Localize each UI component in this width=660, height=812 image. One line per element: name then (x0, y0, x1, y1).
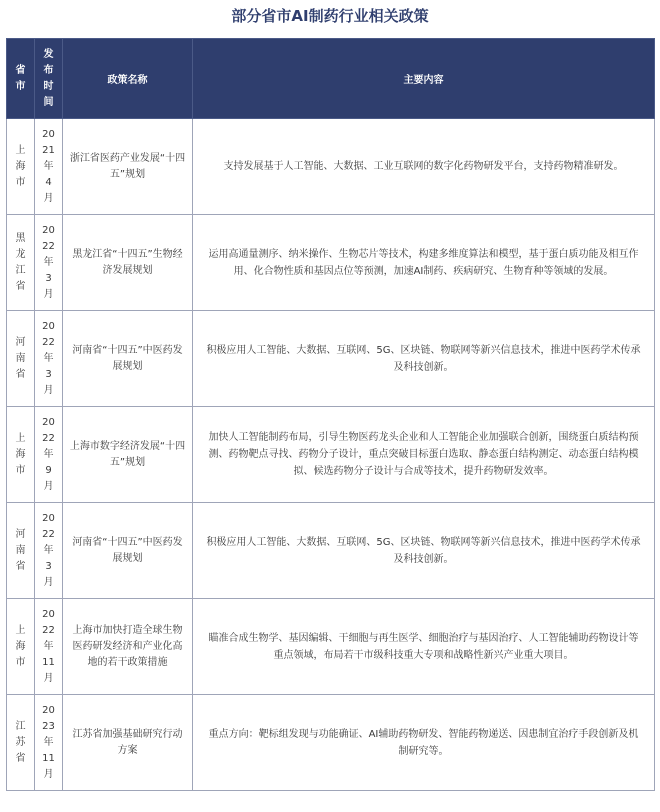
cell-policy: 河南省“十四五”中医药发展规划 (63, 503, 193, 599)
cell-policy: 上海市加快打造全球生物医药研发经济和产业化高地的若干政策措施 (63, 599, 193, 695)
cell-province: 河南省 (7, 503, 35, 599)
cell-province: 上海市 (7, 119, 35, 215)
cell-content: 积极应用人工智能、大数据、互联网、5G、区块链、物联网等新兴信息技术，推进中医药学术传承及科技创新。 (193, 503, 655, 599)
header-content: 主要内容 (193, 39, 655, 119)
cell-content: 积极应用人工智能、大数据、互联网、5G、区块链、物联网等新兴信息技术，推进中医药学术传承及科技创新。 (193, 311, 655, 407)
cell-date: 2022年3月 (35, 311, 63, 407)
table-header-row (7, 39, 655, 119)
cell-policy: 江苏省加强基础研究行动方案 (63, 695, 193, 791)
cell-date: 2021年4月 (35, 119, 63, 215)
cell-province: 上海市 (7, 407, 35, 503)
cell-content: 支持发展基于人工智能、大数据、工业互联网的数字化药物研发平台，支持药物精准研发。 (193, 119, 655, 215)
cell-content: 瞄准合成生物学、基因编辑、干细胞与再生医学、细胞治疗与基因治疗、人工智能辅助药物设计等重点领域，布局若干市级科技重大专项和战略性新兴产业重大项目。 (193, 599, 655, 695)
table-row (7, 503, 655, 599)
header-date: 发布时间 (35, 39, 63, 119)
cell-date: 2022年11月 (35, 599, 63, 695)
cell-content: 加快人工智能制药布局，引导生物医药龙头企业和人工智能企业加强联合创新，围绕蛋白质结构预测、药物靶点寻找、药物分子设计，重点突破目标蛋白选取、静态蛋白结构测定、动态蛋白结构模拟、候选药物分子设计与合成等技术，提升药物研发效率。 (193, 407, 655, 503)
cell-date: 2022年3月 (35, 503, 63, 599)
cell-province: 河南省 (7, 311, 35, 407)
table-row (7, 215, 655, 311)
header-province: 省市 (7, 39, 35, 119)
cell-policy: 河南省“十四五”中医药发展规划 (63, 311, 193, 407)
cell-date: 2022年3月 (35, 215, 63, 311)
cell-date: 2023年11月 (35, 695, 63, 791)
page-title: 部分省市AI制药行业相关政策 (231, 7, 429, 25)
cell-content: 运用高通量测序、纳米操作、生物芯片等技术，构建多维度算法和模型，基于蛋白质功能及相互作用、化合物性质和基因点位等预测，加速AI制药、疾病研究、生物育种等领域的发展。 (193, 215, 655, 311)
cell-province: 江苏省 (7, 695, 35, 791)
cell-policy: 浙江省医药产业发展“十四五”规划 (63, 119, 193, 215)
cell-province: 黑龙江省 (7, 215, 35, 311)
cell-policy: 黑龙江省“十四五”生物经济发展规划 (63, 215, 193, 311)
table-row (7, 599, 655, 695)
table-row (7, 119, 655, 215)
header-policy: 政策名称 (63, 39, 193, 119)
table-row (7, 311, 655, 407)
cell-province: 上海市 (7, 599, 35, 695)
cell-content: 重点方向：靶标组发现与功能确证、AI辅助药物研发、智能药物递送、因患制宜治疗手段创新及机制研究等。 (193, 695, 655, 791)
cell-policy: 上海市数字经济发展“十四五”规划 (63, 407, 193, 503)
cell-date: 2022年9月 (35, 407, 63, 503)
table-row (7, 407, 655, 503)
policy-table (6, 38, 655, 791)
table-row (7, 695, 655, 791)
